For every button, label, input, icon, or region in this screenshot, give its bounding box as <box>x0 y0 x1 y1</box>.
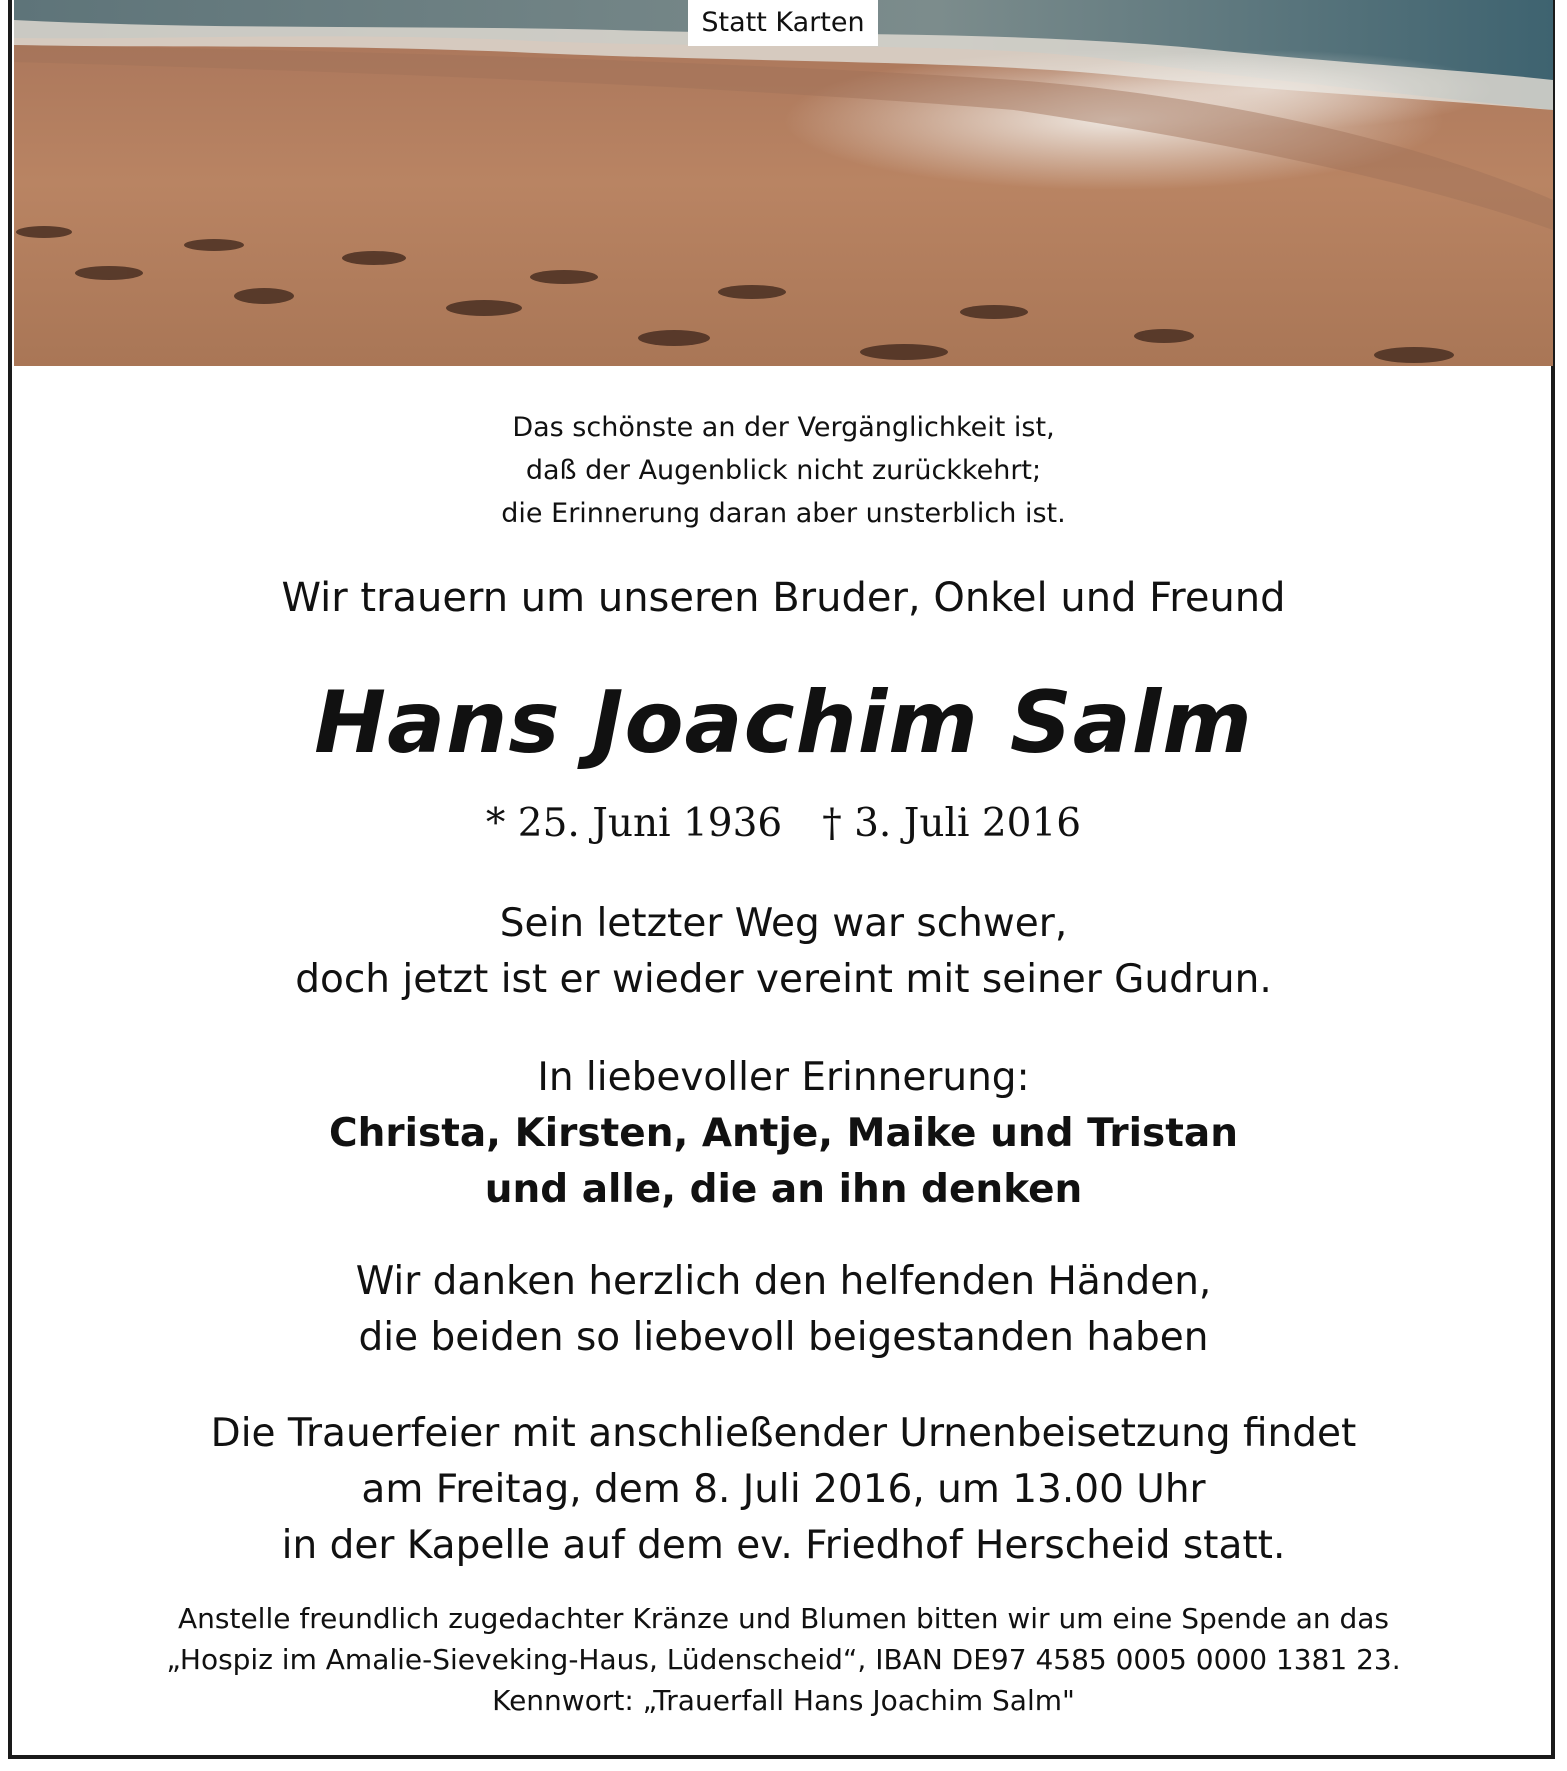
quote-line: Das schönste an der Vergänglichkeit ist, <box>512 412 1055 443</box>
donation-line: Kennwort: „Trauerfall Hans Joachim Salm" <box>492 1684 1075 1717</box>
thanks-section <box>14 1254 1553 1366</box>
death-date: † 3. Juli 2016 <box>822 801 1082 846</box>
quote-line: die Erinnerung daran aber unsterblich ist. <box>501 498 1066 529</box>
statt-karten-label: Statt Karten <box>688 0 878 46</box>
donation-line: „Hospiz im Amalie-Sieveking-Haus, Lüdenscheid“, IBAN DE97 4585 0005 0000 1381 23. <box>166 1643 1401 1676</box>
mourners-heading: In liebevoller Erinnerung: <box>537 1055 1030 1100</box>
thanks-line: Wir danken herzlich den helfenden Händen, <box>355 1259 1212 1304</box>
ceremony-line: in der Kapelle auf dem ev. Friedhof Herscheid statt. <box>281 1523 1286 1568</box>
mourners-names: und alle, die an ihn denken <box>484 1167 1083 1212</box>
verse-line: doch jetzt ist er wieder vereint mit seiner Gudrun. <box>295 957 1272 1002</box>
life-dates <box>14 796 1553 852</box>
opening-quote <box>14 406 1553 535</box>
deceased-name: Hans Joachim Salm <box>314 673 1253 773</box>
ceremony-line: am Freitag, dem 8. Juli 2016, um 13.00 Uhr <box>361 1467 1206 1512</box>
donation-line: Anstelle freundlich zugedachter Kränze und Blumen bitten wir um eine Spende an das <box>177 1602 1390 1635</box>
verse <box>14 896 1553 1008</box>
verse-line: Sein letzter Weg war schwer, <box>499 901 1068 946</box>
beach-footprints-image <box>14 0 1553 366</box>
mourning-intro: Wir trauern um unseren Bruder, Onkel und Freund <box>281 575 1286 621</box>
quote-line: daß der Augenblick nicht zurückkehrt; <box>525 455 1042 486</box>
donation-note <box>14 1598 1553 1721</box>
beach-photo <box>14 0 1553 366</box>
birth-date: * 25. Juni 1936 <box>485 801 783 846</box>
ceremony-info <box>14 1406 1553 1574</box>
mourners-section <box>14 1050 1553 1218</box>
ceremony-line: Die Trauerfeier mit anschließender Urnenbeisetzung findet <box>210 1411 1357 1456</box>
mourners-names: Christa, Kirsten, Antje, Maike und Tristan <box>329 1111 1238 1156</box>
thanks-line: die beiden so liebevoll beigestanden haben <box>358 1315 1209 1360</box>
